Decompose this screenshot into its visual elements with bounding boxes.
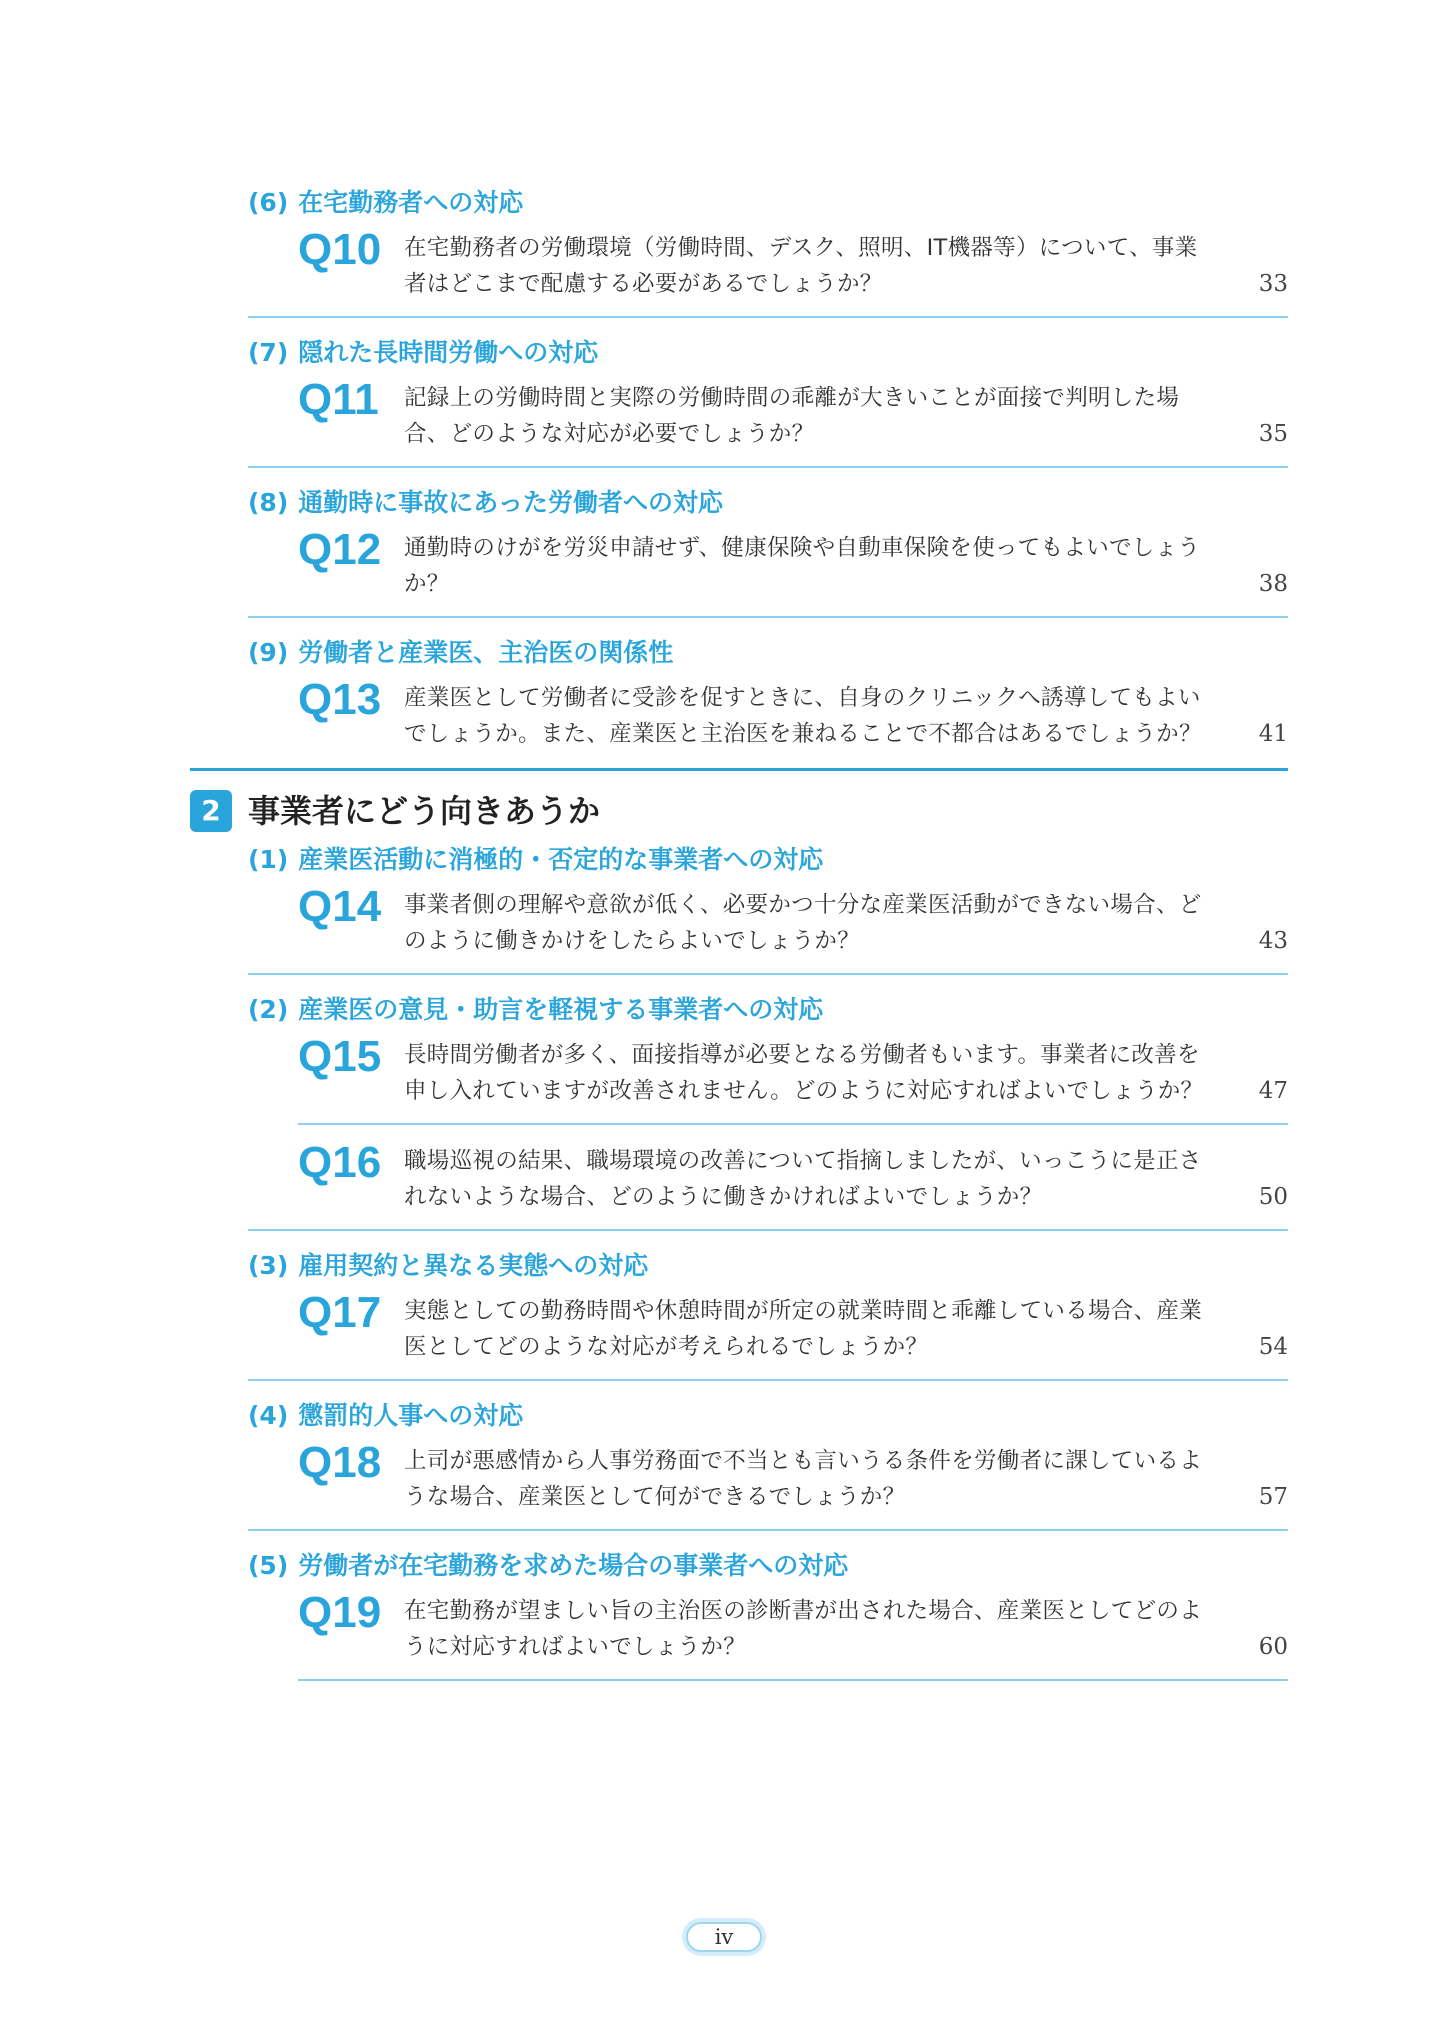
page-reference: 35 [1258,421,1288,447]
toc-entry[interactable] [298,675,1288,752]
section-title: 在宅勤務者への対応 [298,188,524,217]
section-number: (2) [248,995,289,1024]
toc-entry[interactable] [298,1288,1288,1365]
toc-section [248,1399,1288,1515]
section-number: (9) [248,638,289,667]
table-of-contents [201,186,1288,1699]
section-number: (7) [248,338,289,367]
toc-entry[interactable] [298,1032,1288,1109]
question-text: 在宅勤務者の労働環境（労働時間、デスク、照明、IT機器等）について、事業者はどこまで配慮する必要があるでしょうか？ [404,235,1198,297]
page-reference: 50 [1258,1184,1288,1210]
question-text: 事業者側の理解や意欲が低く、必要かつ十分な産業医活動ができない場合、どのように働きかけをしたらよいでしょうか？ [404,892,1202,954]
toc-entry[interactable] [298,375,1288,452]
page-reference: 57 [1258,1484,1288,1510]
toc-entry[interactable] [298,1588,1288,1665]
toc-section [248,486,1288,602]
question-text: 在宅勤務が望ましい旨の主治医の診断書が出された場合、産業医としてどのように対応すればよいでしょうか？ [404,1598,1203,1660]
divider [248,973,1288,975]
section-heading[interactable] [248,1399,1288,1433]
chapter-divider [190,768,1288,771]
question-text: 記録上の労働時間と実際の労働時間の乖離が大きいことが面接で判明した場合、どのような対応が必要でしょうか？ [404,385,1180,447]
toc-section [248,336,1288,452]
section-title: 労働者が在宅勤務を求めた場合の事業者への対応 [298,1551,849,1580]
section-number: (3) [248,1251,289,1280]
page-number-badge [682,1918,766,1956]
toc-entry[interactable] [298,882,1288,959]
section-title: 懲罰的人事への対応 [298,1401,524,1430]
toc-section [248,993,1288,1215]
question-number: Q19 [298,1588,382,1637]
section-heading[interactable] [248,993,1288,1027]
section-heading[interactable] [248,336,1288,370]
question-text: 長時間労働者が多く、面接指導が必要となる労働者もいます。事業者に改善を申し入れていますが改善されません。どのように対応すればよいでしょうか？ [404,1042,1204,1104]
page-reference: 47 [1258,1078,1288,1104]
section-number: (1) [248,845,289,874]
divider [248,1229,1288,1231]
section-number: (5) [248,1551,289,1580]
question-text: 職場巡視の結果、職場環境の改善について指摘しましたが、いっこうに是正されないような場合、どのように働きかければよいでしょうか？ [404,1148,1202,1210]
page-reference: 60 [1258,1634,1288,1660]
question-number: Q12 [298,525,382,574]
chapter-heading[interactable] [190,789,1288,833]
divider [248,316,1288,318]
chapter-number-badge: 2 [190,790,232,832]
question-number: Q16 [298,1138,382,1187]
chapter-title: 事業者にどう向きあうか [248,792,601,830]
question-number: Q17 [298,1288,382,1337]
page-number: iv [686,1922,762,1952]
question-number: Q15 [298,1032,382,1081]
question-number: Q11 [298,375,379,424]
toc-section [248,1249,1288,1365]
toc-entry[interactable] [298,225,1288,302]
section-number: (6) [248,188,289,217]
page-reference: 54 [1258,1334,1288,1360]
divider [298,1679,1288,1681]
section-title: 産業医活動に消極的・否定的な事業者への対応 [298,845,824,874]
divider [248,616,1288,618]
section-heading[interactable] [248,1249,1288,1283]
toc-entry[interactable] [298,1438,1288,1515]
question-text: 通勤時のけがを労災申請せず、健康保険や自動車保険を使ってもよいでしょうか？ [404,535,1201,597]
section-heading[interactable] [248,1549,1288,1583]
section-title: 労働者と産業医、主治医の関係性 [298,638,674,667]
question-text: 上司が悪感情から人事労務面で不当とも言いうる条件を労働者に課しているような場合、産業医として何ができるでしょうか？ [404,1448,1203,1510]
section-title: 通勤時に事故にあった労働者への対応 [298,488,724,517]
divider [298,1123,1288,1125]
toc-entry[interactable] [298,1138,1288,1215]
toc-section [248,843,1288,959]
question-text: 実態としての勤務時間や休憩時間が所定の就業時間と乖離している場合、産業医としてどのような対応が考えられるでしょうか？ [404,1298,1203,1360]
toc-entry[interactable] [298,525,1288,602]
page-reference: 33 [1258,271,1288,297]
question-number: Q18 [298,1438,382,1487]
section-title: 隠れた長時間労働への対応 [298,338,599,367]
section-heading[interactable] [248,486,1288,520]
question-number: Q14 [298,882,382,931]
section-heading[interactable] [248,843,1288,877]
section-title: 産業医の意見・助言を軽視する事業者への対応 [298,995,824,1024]
divider [248,1379,1288,1381]
section-heading[interactable] [248,186,1288,220]
question-number: Q10 [298,225,382,274]
page-reference: 38 [1258,571,1288,597]
toc-section [248,186,1288,302]
question-text: 産業医として労働者に受診を促すときに、自身のクリニックへ誘導してもよいでしょうか。また、産業医と主治医を兼ねることで不都合はあるでしょうか？ [404,685,1202,747]
section-title: 雇用契約と異なる実態への対応 [298,1251,649,1280]
question-number: Q13 [298,675,382,724]
page-reference: 43 [1258,928,1288,954]
toc-section [248,636,1288,752]
section-number: (8) [248,488,289,517]
divider [248,1529,1288,1531]
section-number: (4) [248,1401,289,1430]
section-heading[interactable] [248,636,1288,670]
toc-section [248,1549,1288,1665]
page-reference: 41 [1258,721,1288,747]
divider [248,466,1288,468]
